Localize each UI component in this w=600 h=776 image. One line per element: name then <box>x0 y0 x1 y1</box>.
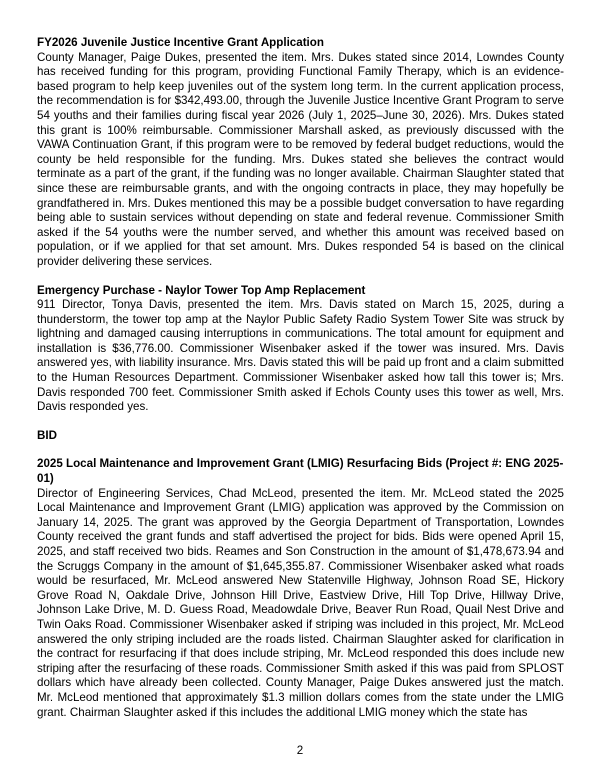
section-body: County Manager, Paige Dukes, presented the item. Mrs. Dukes stated since 2014, Lowndes County has received funding for this program, providing Functional Family Therapy, which is an evidence-based program to help keep juveniles out of the system long term. In the current application process, the recommendation is for $342,493.00, through the Juvenile Justice Incentive Grant Program to serve 54 youths and their families during fiscal year 2026 (July 1, 2025–June 30, 2026). Mrs. Dukes stated this grant is 100% reimbursable. Commissioner Marshall asked, as previously discussed with the VAWA Continuation Grant, if this program were to be removed by federal budget reductions, would the county be held responsible for the funding. Mrs. Dukes stated she believes the contract would terminate as a part of the grant, if the funding was no longer available. Chairman Slaughter stated that since these are reimbursable grants, and with the ongoing contracts in place, they may hopefully be grandfathered in. Mrs. Dukes mentioned this may be a possible budget conversation to have regarding being able to sustain services without depending on state and federal revenue. Commissioner Smith asked if the 54 youths were the number served, and whether this amount was received based on population, or if we applied for that set amount. Mrs. Dukes responded 54 is based on the clinical provider delivering these services. <box>37 50 564 268</box>
section-body: Director of Engineering Services, Chad McLeod, presented the item. Mr. McLeod stated the 2025 Local Maintenance and Improvement Grant (LMIG) application was approved by the Commission on January 14, 2025. The grant was approved by the Georgia Department of Transportation, Lowndes County received the grant funds and staff advertised the project for bids. Bids were opened April 15, 2025, and staff received two bids. Reames and Son Construction in the amount of $1,478,673.94 and the Scruggs Company in the amount of $1,645,355.87. Commissioner Wisenbaker asked what roads would be resurfaced, Mr. McLeod answered New Statenville Highway, Johnson Road SE, Hickory Grove Road N, Oakdale Drive, Johnson Hill Drive, Eastview Drive, Hill Top Drive, Hillway Drive, Johnson Lake Drive, M. D. Guess Road, Meadowdale Drive, Beaver Run Road, Quail Nest Drive and Twin Oaks Road. Commissioner Wisenbaker asked if striping was included in this project, Mr. McLeod answered the only striping included are the roads listed. Chairman Slaughter asked for clarification in the contract for resurfacing if that does include striping, Mr. McLeod responded this does include new striping after the resurfacing of these roads. Commissioner Smith asked if this was paid from SPLOST dollars which have already been collected. County Manager, Paige Dukes answered just the match. Mr. McLeod mentioned that approximately $1.3 million dollars comes from the state under the LMIG grant. Chairman Slaughter asked if this includes the additional LMIG money which the state has <box>37 486 564 719</box>
section-heading: FY2026 Juvenile Justice Incentive Grant Application <box>37 36 324 49</box>
bid-label: BID <box>37 428 57 442</box>
section-lmig-bids <box>37 457 564 720</box>
section-naylor-tower <box>37 284 564 415</box>
page-number: 2 <box>296 744 304 757</box>
document-page <box>37 36 564 734</box>
section-heading: Emergency Purchase - Naylor Tower Top Amp Replacement <box>37 283 366 297</box>
section-body: 911 Director, Tonya Davis, presented the item. Mrs. Davis stated on March 15, 2025, during a thunderstorm, the tower top amp at the Naylor Public Safety Radio System Tower Site was struck by lightning and damaged causing interruptions in communications. The total amount for equipment and installation is $36,776.00. Commissioner Wisenbaker asked if the tower was insured. Mrs. Davis answered yes, with liability insurance. Mrs. Davis stated this will be paid up front and a claim submitted to the Human Resources Department. Commissioner Wisenbaker asked how tall this tower is; Mrs. Davis responded 700 feet. Commissioner Smith asked if Echols County uses this tower as well, Mrs. Davis responded yes. <box>37 298 564 414</box>
section-juvenile-justice <box>37 36 564 270</box>
section-heading: 2025 Local Maintenance and Improvement Grant (LMIG) Resurfacing Bids (Project #: ENG 2025-01) <box>37 457 564 486</box>
